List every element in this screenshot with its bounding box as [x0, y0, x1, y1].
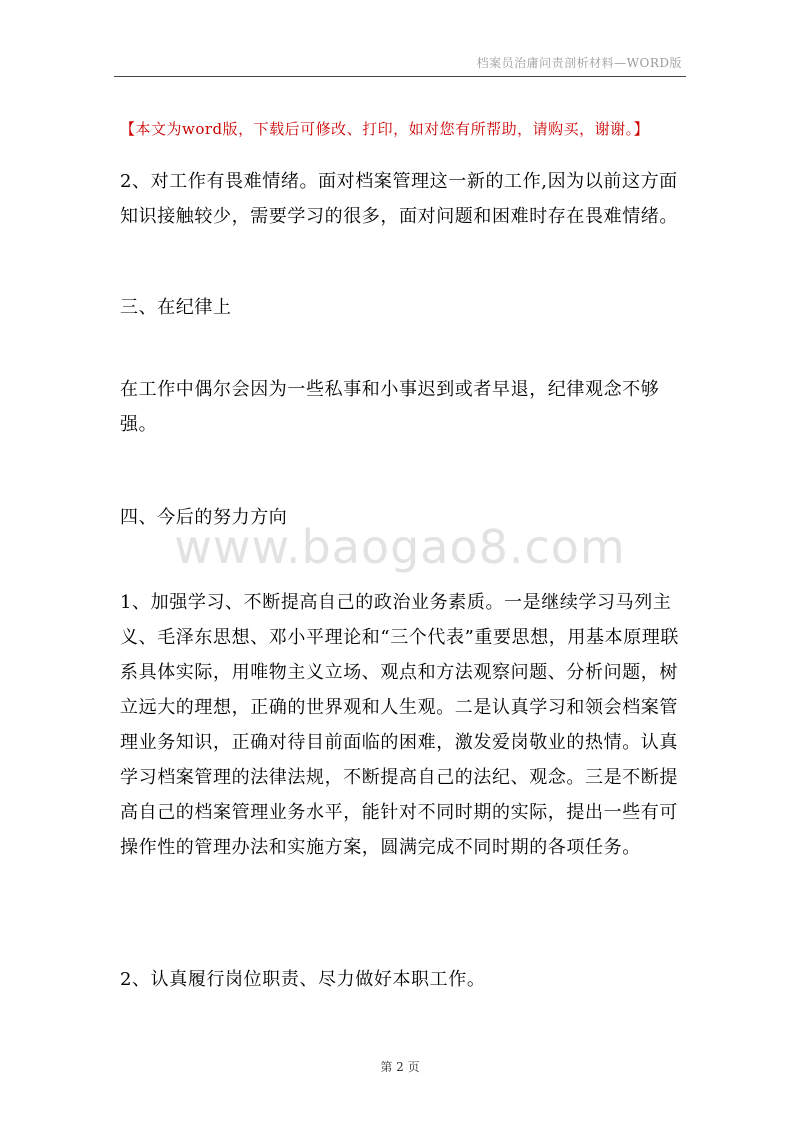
page-number: 第 2 页	[380, 1060, 420, 1074]
purchase-notice: 【本文为word版，下载后可修改、打印，如对您有所帮助，请购买，谢谢。】	[120, 120, 650, 138]
paragraph-attitude: 2、对工作有畏难情绪。面对档案管理这一新的工作,因为以前这方面知识接触较少，需要学习的很多，面对问题和困难时存在畏难情绪。	[120, 171, 678, 227]
section-heading-future: 四、今后的努力方向	[120, 507, 288, 528]
section-heading-discipline: 三、在纪律上	[120, 297, 232, 318]
running-header: 档案员治庸问责剖析材料—WORD版	[476, 56, 682, 70]
paragraph-discipline: 在工作中偶尔会因为一些私事和小事迟到或者早退，纪律观念不够强。	[120, 379, 660, 435]
watermark: www.baogao8.com	[174, 520, 626, 574]
header-rule	[114, 76, 686, 77]
paragraph-study: 1、加强学习、不断提高自己的政治业务素质。一是继续学习马列主义、毛泽东思想、邓小平理论和“三个代表”重要思想，用基本原理联系具体实际，用唯物主义立场、观点和方法观察问题、分析问题，树立远大的理想，正确的世界观和人生观。二是认真学习和领会档案管理业务知识，正确对待目前面临的困难，激发爱岗敬业的热情。认真学习档案管理的法律法规，不断提高自己的法纪、观念。三是不断提高自己的档案管理业务水平，能针对不同时期的实际，提出一些有可操作性的管理办法和实施方案，圆满完成不同时期的各项任务。	[120, 592, 680, 858]
paragraph-duties: 2、认真履行岗位职责、尽力做好本职工作。	[120, 969, 486, 990]
